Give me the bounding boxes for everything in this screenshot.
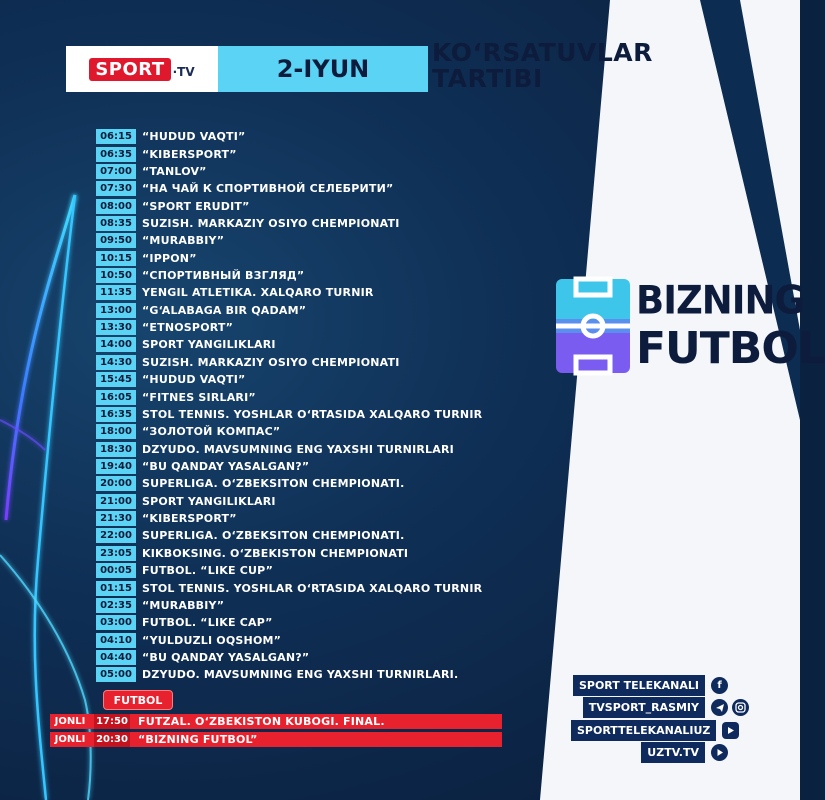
schedule-time: 18:00 (96, 424, 136, 439)
football-pitch-icon (556, 279, 630, 373)
schedule-program: “SPORT ERUDIT” (142, 199, 250, 213)
schedule-row (96, 128, 482, 145)
schedule-row (96, 145, 482, 162)
social-links (571, 675, 755, 764)
schedule-time: 06:15 (96, 129, 136, 144)
schedule-row (96, 163, 482, 180)
live-row (50, 732, 502, 747)
schedule-row (96, 510, 482, 527)
schedule-program: “HUDUD VAQTI” (142, 373, 246, 387)
live-tag: JONLI (54, 734, 86, 745)
schedule-row (96, 371, 482, 388)
schedule-time: 14:00 (96, 337, 136, 352)
schedule-program: DZYUDO. MAVSUMNING ENG YAXSHI TURNIRLARI (142, 442, 454, 456)
schedule-row (96, 614, 482, 631)
schedule-row (96, 666, 482, 683)
schedule-time: 16:05 (96, 390, 136, 405)
schedule-time: 08:35 (96, 216, 136, 231)
live-row (50, 714, 502, 729)
schedule-time: 14:30 (96, 355, 136, 370)
schedule-program: STOL TENNIS. YOSHLAR O‘RTASIDA XALQARO TURNIR (142, 581, 483, 595)
schedule-time: 15:45 (96, 372, 136, 387)
schedule-program: “FITNES SIRLARI” (142, 390, 256, 404)
futbol-text: FUTBOL (636, 323, 825, 374)
live-program: “BIZNING FUTBOL” (138, 733, 258, 746)
schedule-row (96, 319, 482, 336)
schedule-program: SPORT YANGILIKLARI (142, 494, 276, 508)
schedule-row (96, 475, 482, 492)
schedule-row (96, 597, 482, 614)
schedule-time: 00:05 (96, 563, 136, 578)
schedule-time: 07:30 (96, 181, 136, 196)
schedule-row (96, 649, 482, 666)
schedule-time: 13:30 (96, 320, 136, 335)
bizning-futbol-logo (556, 277, 825, 374)
schedule-program: “G‘ALABAGA BIR QADAM” (142, 303, 307, 317)
schedule-program: “KIBERSPORT” (142, 147, 237, 161)
schedule-program: “KIBERSPORT” (142, 512, 237, 526)
futbol-badge-label: FUTBOL (113, 693, 163, 707)
schedule-row (96, 250, 482, 267)
social-row-facebook[interactable] (571, 675, 755, 696)
schedule-program: “ЗОЛОТОЙ КОМПАС” (142, 425, 281, 439)
schedule-time: 23:05 (96, 546, 136, 561)
telegram-icon[interactable] (711, 699, 728, 716)
schedule-row (96, 579, 482, 596)
schedule-row (96, 232, 482, 249)
schedule-program: SUPERLIGA. O‘ZBEKSITON CHEMPIONATI. (142, 529, 405, 543)
sport-tv-logo (66, 46, 218, 92)
schedule-program: DZYUDO. MAVSUMNING ENG YAXSHI TURNIRLARI. (142, 668, 459, 682)
schedule-program: SPORT YANGILIKLARI (142, 338, 276, 352)
live-program: FUTZAL. O‘ZBEKISTON KUBOGI. FINAL. (138, 715, 385, 728)
schedule-program: SUZISH. MARKAZIY OSIYO CHEMPIONATI (142, 216, 400, 230)
schedule-time: 20:00 (96, 476, 136, 491)
facebook-icon[interactable]: f (711, 677, 728, 694)
schedule-program: YENGIL ATLETIKA. XALQARO TURNIR (142, 286, 374, 300)
schedule-program: “MURABBIY” (142, 234, 225, 248)
schedule-program: STOL TENNIS. YOSHLAR O‘RTASIDA XALQARO TURNIR (142, 407, 483, 421)
youtube-icon[interactable] (722, 722, 739, 739)
schedule-program: KIKBOKSING. O‘ZBEKISTON CHEMPIONATI (142, 546, 409, 560)
live-tag: JONLI (54, 716, 86, 727)
schedule-program: “ETNOSPORT” (142, 321, 234, 335)
logo-sport-text: SPORT (89, 58, 170, 81)
date-banner (218, 46, 428, 92)
schedule-time: 10:15 (96, 251, 136, 266)
play-icon[interactable] (711, 744, 728, 761)
schedule-time: 22:00 (96, 528, 136, 543)
schedule-row (96, 336, 482, 353)
schedule-row (96, 406, 482, 423)
schedule-list (96, 128, 482, 684)
schedule-row (96, 215, 482, 232)
schedule-time: 03:00 (96, 615, 136, 630)
schedule-time: 13:00 (96, 303, 136, 318)
schedule-row (96, 527, 482, 544)
schedule-program: “IPPON” (142, 251, 197, 265)
schedule-program: FUTBOL. “LIKE CUP” (142, 564, 274, 578)
schedule-program: “YULDUZLI OQSHOM” (142, 633, 282, 647)
live-time: 17:50 (94, 714, 130, 729)
schedule-program: FUTBOL. “LIKE CAP” (142, 616, 273, 630)
schedule-time: 07:00 (96, 164, 136, 179)
schedule-row (96, 562, 482, 579)
social-label[interactable]: SPORTTELEKANALIUZ (571, 720, 716, 741)
social-label[interactable]: TVSPORT_RASMIY (583, 697, 705, 718)
schedule-program: “BU QANDAY YASALGAN?” (142, 460, 310, 473)
schedule-program: “BU QANDAY YASALGAN?” (142, 650, 310, 664)
social-row-youtube[interactable] (571, 720, 755, 741)
schedule-time: 16:35 (96, 407, 136, 422)
schedule-row (96, 423, 482, 440)
live-time: 20:30 (94, 732, 130, 747)
schedule-program: “MURABBIY” (142, 598, 225, 612)
schedule-program: “HUDUD VAQTI” (142, 130, 246, 144)
schedule-time: 02:35 (96, 598, 136, 613)
futbol-channel-badge (103, 690, 173, 710)
date-text: 2-IYUN (276, 55, 370, 83)
schedule-row (96, 267, 482, 284)
schedule-row (96, 284, 482, 301)
schedule-program: “НА ЧАЙ К СПОРТИВНОЙ СЕЛЕБРИТИ” (142, 182, 394, 196)
social-label[interactable]: UZTV.TV (641, 742, 705, 763)
schedule-time: 06:35 (96, 147, 136, 162)
schedule-program: SUPERLIGA. O‘ZBEKSITON CHEMPIONATI. (142, 477, 405, 491)
schedule-time: 21:00 (96, 494, 136, 509)
schedule-row (96, 388, 482, 405)
social-row-uztv[interactable] (571, 742, 755, 763)
schedule-row (96, 354, 482, 371)
bizning-futbol-wordmark (636, 279, 825, 375)
schedule-row (96, 545, 482, 562)
schedule-program: “СПОРТИВНЫЙ ВЗГЛЯД” (142, 269, 305, 283)
title-line-2: TARTIBI (432, 64, 543, 93)
schedule-time: 18:30 (96, 442, 136, 457)
schedule-program: SUZISH. MARKAZIY OSIYO CHEMPIONATI (142, 355, 400, 369)
schedule-row (96, 302, 482, 319)
schedule-row (96, 458, 482, 475)
schedule-row (96, 440, 482, 457)
instagram-icon[interactable] (732, 699, 749, 716)
schedule-row (96, 631, 482, 648)
social-row-telegram-instagram[interactable] (571, 697, 755, 718)
schedule-time: 09:50 (96, 233, 136, 248)
schedule-row (96, 197, 482, 214)
schedule-time: 01:15 (96, 581, 136, 596)
schedule-time: 04:40 (96, 650, 136, 665)
schedule-time: 11:35 (96, 285, 136, 300)
social-label[interactable]: SPORT TELEKANALI (573, 675, 705, 696)
bizning-text: BIZNING (636, 277, 804, 324)
schedule-program: “TANLOV” (142, 164, 207, 178)
schedule-row (96, 180, 482, 197)
page-title (432, 40, 682, 92)
schedule-row (96, 493, 482, 510)
schedule-time: 08:00 (96, 199, 136, 214)
title-line-1: KO‘RSATUVLAR (432, 38, 653, 67)
schedule-time: 21:30 (96, 511, 136, 526)
schedule-time: 05:00 (96, 667, 136, 682)
schedule-time: 19:40 (96, 459, 136, 474)
schedule-time: 10:50 (96, 268, 136, 283)
schedule-time: 04:10 (96, 633, 136, 648)
logo-tv-text: ·TV (172, 65, 195, 79)
